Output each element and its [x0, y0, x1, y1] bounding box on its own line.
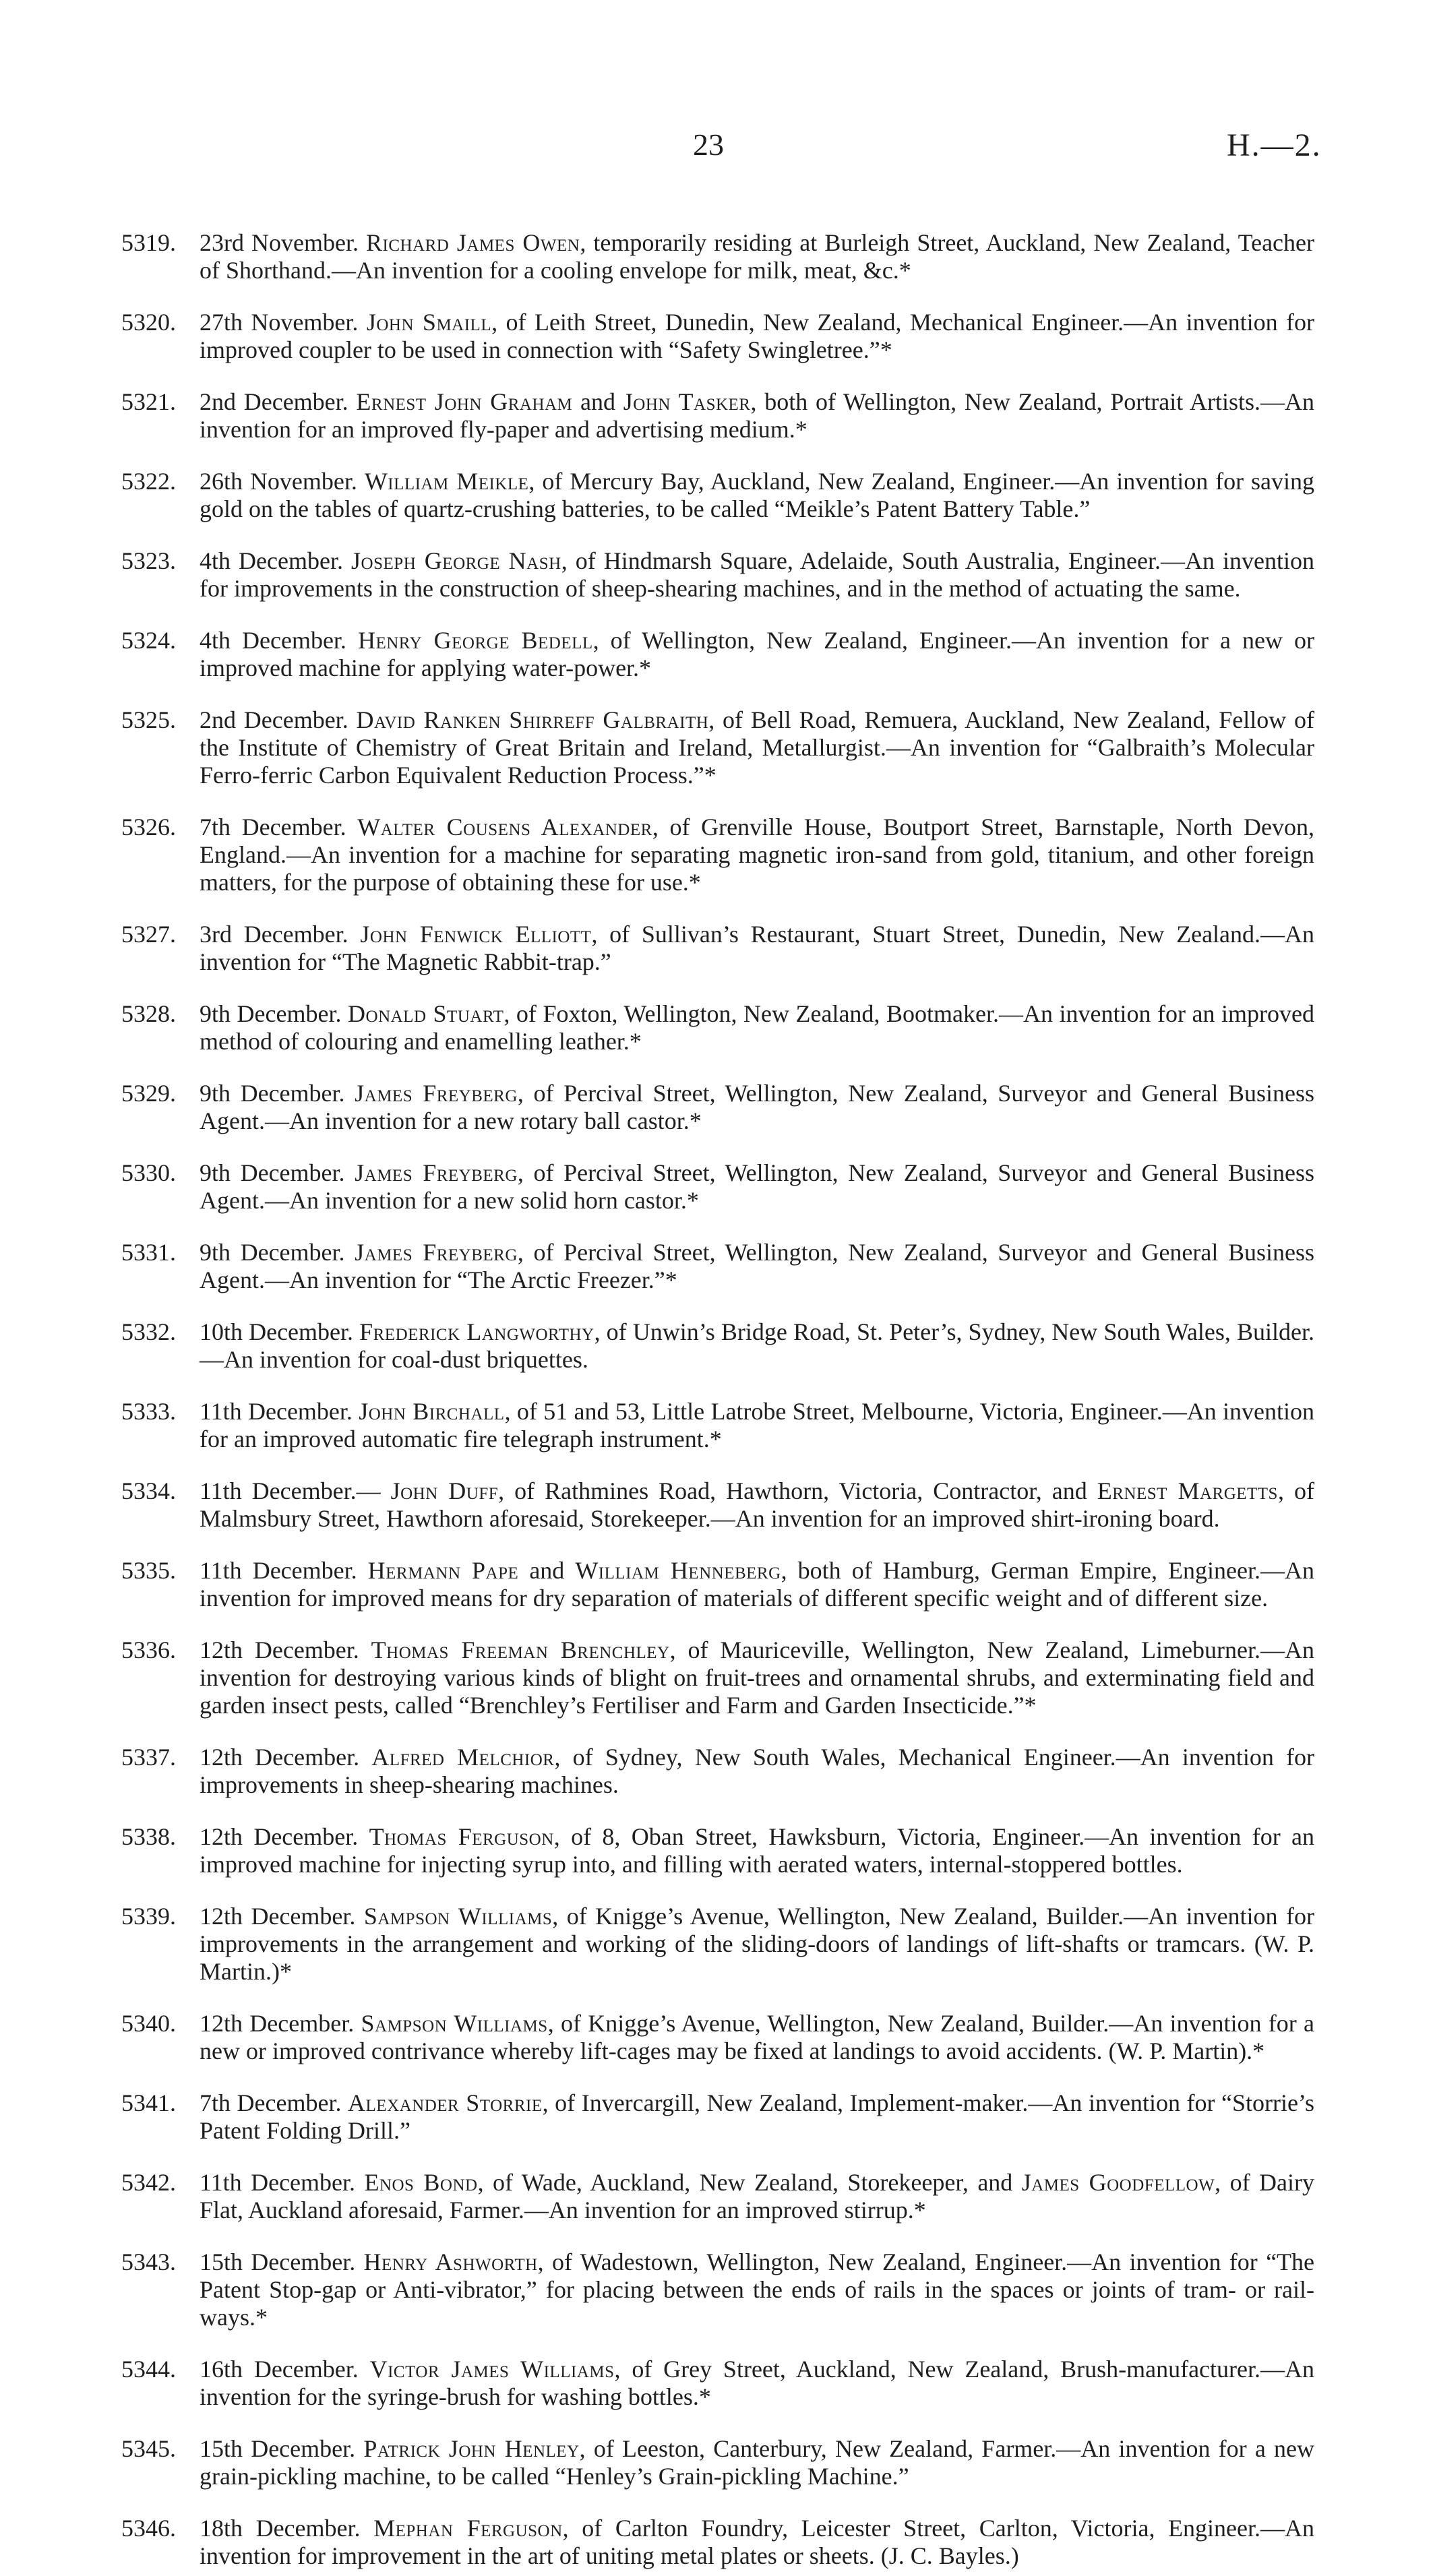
- entry-date: 2nd December.: [200, 388, 348, 415]
- entry-number: 5335.: [121, 1557, 176, 1584]
- entry-description: , of Bell Road, Remuera, Auckland, New Zealand, Fellow of the Institute of Chemistry of Great Britain and Ireland, Metallurgist.—An invention for “Galbraith’s Molecular Ferro-ferric Carbon Equivalent Reduction Process.”*: [200, 706, 1315, 789]
- patent-entry: [121, 2435, 1314, 2490]
- entry-description: , of Percival Street, Wellington, New Zealand, Surveyor and General Business Agent.—An invention for a new solid horn castor.*: [200, 1159, 1314, 1214]
- entry-description: , of Percival Street, Wellington, New Zealand, Surveyor and General Business Agent.—An invention for a new rotary ball castor.*: [200, 1080, 1314, 1134]
- patent-entry: [121, 2356, 1314, 2411]
- entry-date: 3rd December.: [200, 921, 348, 948]
- entry-number: 5344.: [121, 2356, 176, 2383]
- entry-description: , of Dairy Flat, Auckland aforesaid, Farmer.—An invention for an improved stirrup.*: [200, 2169, 1314, 2224]
- patent-entry: [121, 1557, 1314, 1612]
- entry-description: , of Unwin’s Bridge Road, St. Peter’s, Sydney, New South Wales, Builder.—An invention for coal-dust briquettes.: [200, 1318, 1314, 1373]
- entry-number: 5339.: [121, 1903, 176, 1930]
- patent-entries-list: [121, 205, 1314, 2576]
- entry-description: and: [572, 388, 623, 415]
- applicant-name: Alfred Melchior: [371, 1744, 555, 1771]
- patent-entry: [121, 388, 1314, 443]
- entry-date: 11th December.: [200, 1557, 357, 1584]
- applicant-name: Thomas Ferguson: [369, 1823, 554, 1850]
- entry-description: , of Knigge’s Avenue, Wellington, New Zealand, Builder.—An invention for a new or improved contrivance whereby lift-cages may be fixed at landings to avoid accidents. (W. P. Martin).*: [200, 2010, 1315, 2064]
- entry-date: 26th November.: [200, 468, 357, 495]
- entry-description: , of Malmsbury Street, Hawthorn aforesaid, Storekeeper.—An invention for an improved shirt-ironing board.: [200, 1477, 1314, 1532]
- patent-entry: [121, 2515, 1314, 2570]
- entry-date: 7th December.: [200, 814, 346, 840]
- applicant-name: John Smaill: [366, 309, 492, 336]
- applicant-name: Mephan Ferguson: [373, 2515, 563, 2542]
- applicant-name: Sampson Williams: [363, 1903, 553, 1930]
- patent-entry: [121, 2169, 1314, 2224]
- series-code: H.—2.: [1227, 127, 1322, 163]
- patent-entry: [121, 706, 1314, 789]
- entry-number: 5337.: [121, 1744, 176, 1771]
- patent-entry: [121, 1159, 1314, 1215]
- entry-description: , of Leeston, Canterbury, New Zealand, Farmer.—An invention for a new grain-pickling machine, to be called “Henley’s Grain-pickling Machine.”: [200, 2435, 1315, 2490]
- applicant-name: Hermann Pape: [367, 1557, 519, 1584]
- entry-description: , both of Hamburg, German Empire, Engineer.—An invention for improved means for dry separation of materials of different specific weight and of different size.: [200, 1557, 1314, 1612]
- applicant-name: John Tasker: [623, 388, 751, 415]
- patent-entry: [121, 229, 1314, 284]
- entry-description: , of Sydney, New South Wales, Mechanical Engineer.—An invention for improvements in sheep-shearing machines.: [200, 1744, 1315, 1798]
- patent-entry: [121, 2089, 1314, 2145]
- patent-entry: [121, 627, 1314, 682]
- patent-entry: [121, 1744, 1314, 1799]
- entry-description: , of Invercargill, New Zealand, Implement-maker.—An invention for “Storrie’s Patent Folding Drill.”: [200, 2089, 1315, 2144]
- applicant-name: James Freyberg: [355, 1080, 518, 1107]
- entry-date: 7th December.: [200, 2089, 342, 2116]
- entry-date: 12th December.: [200, 1636, 359, 1663]
- page-header: [0, 127, 1433, 174]
- applicant-name: Alexander Storrie: [348, 2089, 543, 2116]
- applicant-name: Henry George Bedell: [357, 627, 593, 654]
- entry-description: and: [518, 1557, 576, 1584]
- entry-date: 10th December.: [200, 1318, 354, 1345]
- patent-entry: [121, 309, 1314, 364]
- applicant-name: James Freyberg: [355, 1239, 518, 1266]
- applicant-name: Joseph George Nash: [351, 547, 561, 574]
- entry-date: 9th December.: [200, 1080, 345, 1107]
- entry-date: 2nd December.: [200, 706, 348, 733]
- entry-date: 11th December.: [200, 1398, 353, 1425]
- patent-entry: [121, 1636, 1314, 1719]
- entry-number: 5341.: [121, 2089, 176, 2116]
- entry-description: , of Wadestown, Wellington, New Zealand, Engineer.—An invention for “The Patent Stop-gap or Anti-vibrator,” for placing between the ends of rails in the spaces or joints of tram- or rail-ways.*: [200, 2248, 1315, 2331]
- patent-entry: [121, 1823, 1314, 1878]
- entry-number: 5333.: [121, 1398, 176, 1425]
- entry-number: 5320.: [121, 309, 176, 336]
- entry-number: 5327.: [121, 921, 176, 948]
- entry-description: , of Carlton Foundry, Leicester Street, Carlton, Victoria, Engineer.—An invention for improvement in the art of uniting metal plates or sheets. (J. C. Bayles.): [200, 2515, 1315, 2569]
- entry-description: , both of Wellington, New Zealand, Portrait Artists.—An invention for an improved fly-paper and advertising medium.*: [200, 388, 1314, 443]
- entry-date: 23rd November.: [200, 229, 359, 256]
- entry-number: 5328.: [121, 1000, 176, 1027]
- entry-date: 12th December.: [200, 1823, 359, 1850]
- entry-description: , of 51 and 53, Little Latrobe Street, Melbourne, Victoria, Engineer.—An invention for an improved automatic fire telegraph instrument.*: [200, 1398, 1314, 1452]
- entry-description: , of Wade, Auckland, New Zealand, Storekeeper, and: [477, 2169, 1022, 2196]
- applicant-name: William Meikle: [364, 468, 529, 495]
- applicant-name: Ernest John Graham: [356, 388, 573, 415]
- entry-number: 5342.: [121, 2169, 176, 2196]
- entry-number: 5340.: [121, 2010, 176, 2037]
- entry-number: 5322.: [121, 468, 176, 495]
- applicant-name: John Fenwick Elliott: [360, 921, 592, 948]
- applicant-name: John Birchall: [359, 1398, 505, 1425]
- applicant-name: Henry Ashworth: [363, 2248, 538, 2275]
- entry-description: , of Knigge’s Avenue, Wellington, New Zealand, Builder.—An invention for improvements in the arrangement and working of the sliding-doors of landings of lift-shafts or tramcars. (W. P. Martin.)*: [200, 1903, 1315, 1985]
- applicant-name: Victor James Williams: [369, 2356, 615, 2383]
- applicant-name: David Ranken Shirreff Galbraith: [356, 706, 709, 733]
- entry-description: , of Grenville House, Boutport Street, Barnstaple, North Devon, England.—An invention for a machine for separating magnetic iron-sand from gold, titanium, and other foreign matters, for the purpose of obtaining these for use.*: [200, 814, 1314, 896]
- patent-entry: [121, 1903, 1314, 1986]
- entry-date: 9th December.: [200, 1159, 345, 1186]
- entry-description: , of 8, Oban Street, Hawksburn, Victoria, Engineer.—An invention for an improved machine for injecting syrup into, and filling with aerated waters, internal-stoppered bottles.: [200, 1823, 1314, 1878]
- patent-entry: [121, 1477, 1314, 1533]
- applicant-name: James Goodfellow: [1021, 2169, 1215, 2196]
- entry-number: 5325.: [121, 706, 176, 733]
- applicant-name: John Duff: [390, 1477, 499, 1504]
- applicant-name: Donald Stuart: [348, 1000, 504, 1027]
- entry-number: 5321.: [121, 388, 176, 415]
- entry-number: 5330.: [121, 1159, 176, 1186]
- applicant-name: Enos Bond: [364, 2169, 478, 2196]
- entry-description: , of Rathmines Road, Hawthorn, Victoria, Contractor, and: [498, 1477, 1097, 1504]
- entry-number: 5319.: [121, 229, 176, 256]
- patent-entry: [121, 921, 1314, 976]
- entry-date: 16th December.: [200, 2356, 359, 2383]
- applicant-name: William Henneberg: [575, 1557, 781, 1584]
- entry-number: 5329.: [121, 1080, 176, 1107]
- applicant-name: Richard James Owen: [366, 229, 580, 256]
- entry-description: , of Sullivan’s Restaurant, Stuart Street, Dunedin, New Zealand.—An invention for “The Magnetic Rabbit-trap.”: [200, 921, 1315, 975]
- entry-description: , of Mauriceville, Wellington, New Zealand, Limeburner.—An invention for destroying various kinds of blight on fruit-trees and ornamental shrubs, and exterminating field and garden insect pests, called “Brenchley’s Fertiliser and Farm and Garden Insecticide.”*: [200, 1636, 1315, 1719]
- entry-description: , of Leith Street, Dunedin, New Zealand, Mechanical Engineer.—An invention for improved coupler to be used in connection with “Safety Swingletree.”*: [200, 309, 1314, 363]
- patent-entry: [121, 1080, 1314, 1135]
- entry-date: 27th November.: [200, 309, 359, 336]
- patent-entry: [121, 1398, 1314, 1453]
- entry-date: 15th December.: [200, 2248, 356, 2275]
- entry-date: 12th December.: [200, 1744, 360, 1771]
- patent-entry: [121, 2248, 1314, 2331]
- entry-date: 18th December.: [200, 2515, 361, 2542]
- applicant-name: Patrick John Henley: [363, 2435, 580, 2462]
- entry-number: 5332.: [121, 1318, 176, 1345]
- entry-description: , of Foxton, Wellington, New Zealand, Bootmaker.—An invention for an improved method of colouring and enamelling leather.*: [200, 1000, 1315, 1055]
- entry-description: , of Hindmarsh Square, Adelaide, South Australia, Engineer.—An invention for improvements in the construction of sheep-shearing machines, and in the method of actuating the same.: [200, 547, 1314, 602]
- entry-number: 5323.: [121, 547, 176, 574]
- entry-number: 5346.: [121, 2515, 176, 2542]
- entry-description: , of Mercury Bay, Auckland, New Zealand, Engineer.—An invention for saving gold on the tables of quartz-crushing batteries, to be called “Meikle’s Patent Battery Table.”: [200, 468, 1315, 522]
- entry-number: 5345.: [121, 2435, 176, 2462]
- entry-date: 11th December.: [200, 2169, 356, 2196]
- applicant-name: Walter Cousens Alexander: [357, 814, 652, 840]
- applicant-name: Sampson Williams: [361, 2010, 548, 2037]
- patent-entry: [121, 468, 1314, 523]
- patent-entry: [121, 547, 1314, 603]
- patent-entry: [121, 1318, 1314, 1374]
- applicant-name: Thomas Freeman Brenchley: [371, 1636, 670, 1663]
- entry-description: , of Grey Street, Auckland, New Zealand, Brush-manufacturer.—An invention for the syringe-brush for washing bottles.*: [200, 2356, 1314, 2410]
- entry-date: 9th December.: [200, 1000, 342, 1027]
- entry-date: 12th December.: [200, 2010, 355, 2037]
- patent-entry: [121, 814, 1314, 896]
- applicant-name: James Freyberg: [355, 1159, 518, 1186]
- entry-number: 5334.: [121, 1477, 176, 1504]
- entry-number: 5343.: [121, 2248, 176, 2275]
- entry-date: 15th December.: [200, 2435, 356, 2462]
- entry-description: , of Percival Street, Wellington, New Zealand, Surveyor and General Business Agent.—An invention for “The Arctic Freezer.”*: [200, 1239, 1314, 1293]
- entry-number: 5324.: [121, 627, 176, 654]
- entry-date: 4th December.: [200, 627, 346, 654]
- page-number: 23: [693, 127, 724, 162]
- patent-entry: [121, 1239, 1314, 1294]
- entry-number: 5326.: [121, 814, 176, 840]
- patent-entry: [121, 1000, 1314, 1055]
- patent-entry: [121, 2010, 1314, 2065]
- entry-number: 5331.: [121, 1239, 176, 1266]
- entry-number: 5336.: [121, 1636, 176, 1663]
- entry-date: 12th December.: [200, 1903, 356, 1930]
- applicant-name: Ernest Margetts: [1097, 1477, 1278, 1504]
- entry-description: , of Wellington, New Zealand, Engineer.—An invention for a new or improved machine for applying water-power.*: [200, 627, 1314, 681]
- entry-description: , temporarily residing at Burleigh Street, Auckland, New Zealand, Teacher of Shorthand.—An invention for a cooling envelope for milk, meat, &c.*: [200, 229, 1314, 284]
- entry-date: 9th December.: [200, 1239, 345, 1266]
- applicant-name: Frederick Langworthy: [359, 1318, 594, 1345]
- entry-date: 4th December.: [200, 547, 343, 574]
- entry-date: 11th December.—: [200, 1477, 381, 1504]
- entry-number: 5338.: [121, 1823, 176, 1850]
